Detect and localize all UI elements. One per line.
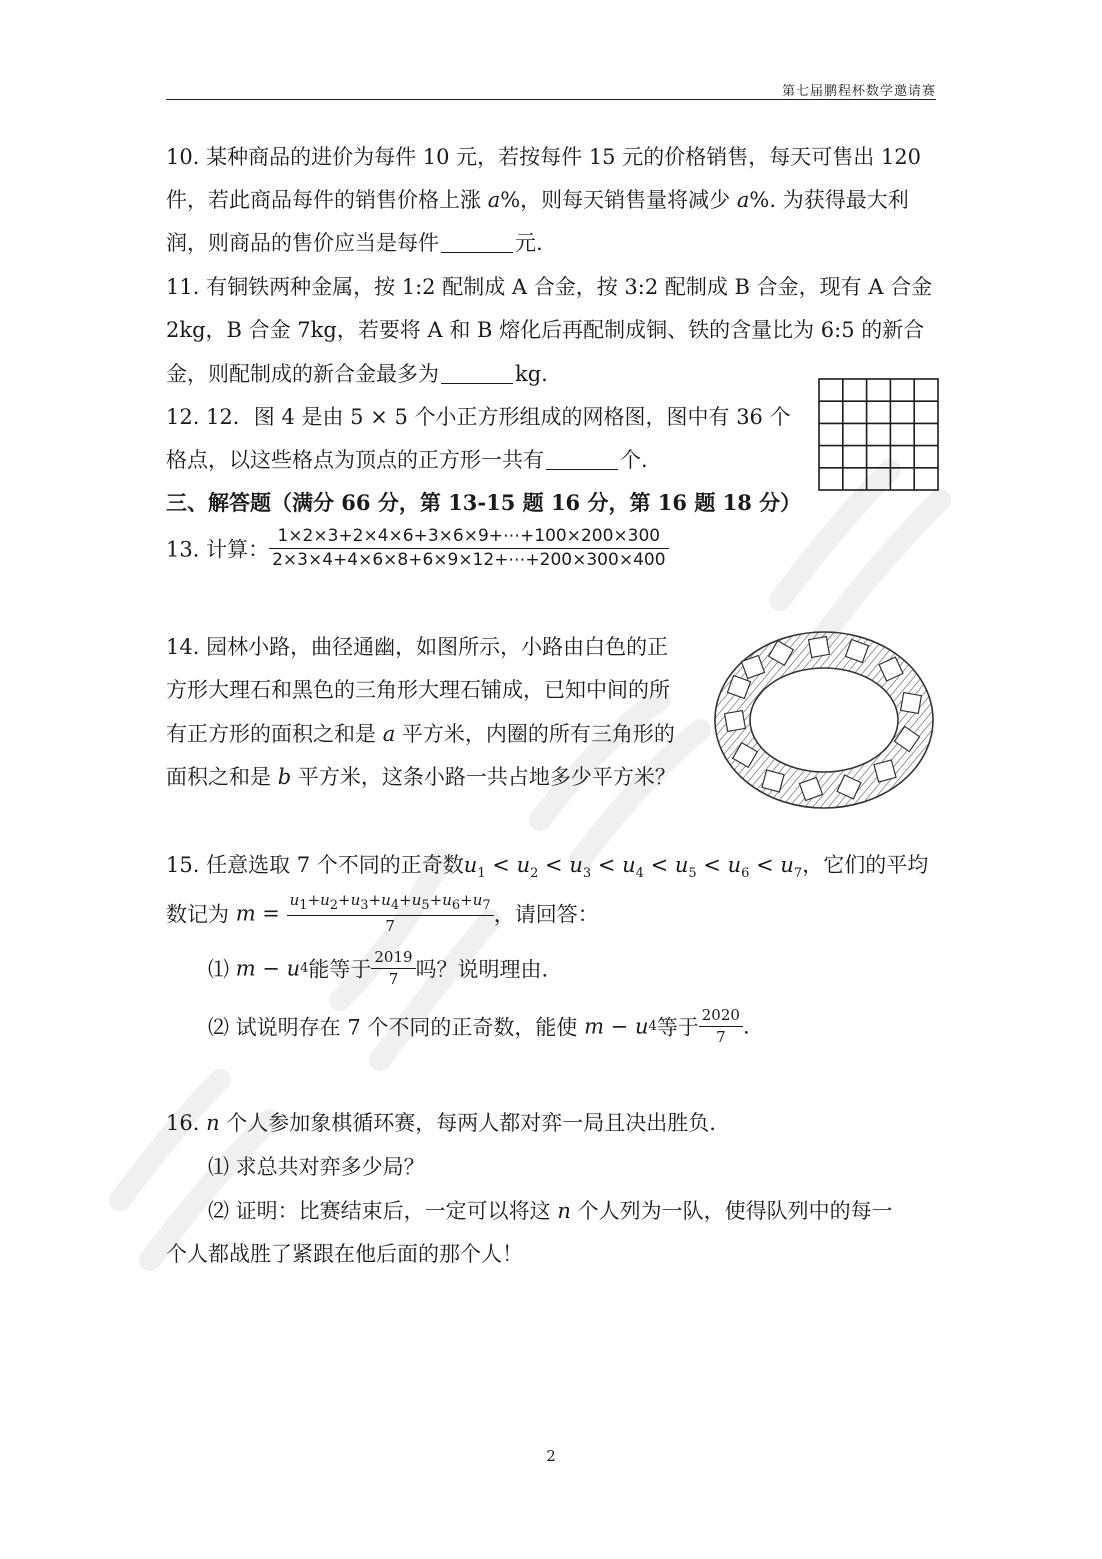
q13-line: 13. 计算： $\frac{1\times 2\times 3+2\times 4\times 6+3\times 6\times 9+\cdots+100\times 200\times 300}{2\times 3\times 4+4\times 6\times 8+6\times 9\times 12+\cdots+200\times 300\times 400}$ <box>166 528 669 569</box>
q14-line-2: 方形大理石和黑色的三角形大理石铺成，已知中间的所 <box>166 678 670 702</box>
q14-line-3: 有正方形的面积之和是 a 平方米，内圈的所有三角形的 <box>166 722 675 746</box>
q13-fraction: $\frac{1\times 2\times 3+2\times 4\times 6+3\times 6\times 9+\cdots+100\times 200\times 300}{2\times 3\times 4+4\times 6\times 8+6\times 9\times 12+\cdots+200\times 300\times 400}$ <box>269 528 668 569</box>
answer-blank <box>546 447 618 470</box>
answer-blank <box>441 230 513 253</box>
mean-fraction: $\frac{u_1+u_2+u_3+u_4+u_5+u_6+u_7}{7}$ <box>287 893 494 934</box>
q11-line-3: 金，则配制成的新合金最多为 kg. <box>166 362 548 386</box>
q10-line-2: 件，若此商品每件的销售价格上涨 a%，则每天销售量将减少 a%. 为获得最大利 <box>166 188 909 212</box>
q11-line-2: 2kg，B 合金 7kg，若要将 A 和 B 熔化后再配制成铜、铁的含量比为 6:5 的新合 <box>166 318 925 342</box>
q14-line-1: 14. 园林小路，曲径通幽，如图所示，小路由白色的正 <box>166 635 669 659</box>
q12-line-2: 格点，以这些格点为顶点的正方形一共有 个. <box>166 448 648 472</box>
q15-line-2: 数记为 m = $\frac{u_1+u_2+u_3+u_4+u_5+u_6+u_7}{7}$ ，请回答： <box>166 891 599 935</box>
page-number: 2 <box>546 1447 556 1465</box>
q12-line-1: 12. 12．图 4 是由 5 × 5 个小正方形组成的网格图，图中有 36 个 <box>166 405 791 429</box>
q15-part-2: ⑵ 试说明存在 7 个不同的正奇数，能使 m − u4等于 $\frac{2020}{7}$ . <box>208 1006 750 1046</box>
q16-part-1: ⑴ 求总共对弈多少局？ <box>208 1155 425 1179</box>
grid-figure <box>818 378 940 492</box>
fraction-2020-7: $\frac{2020}{7}$ <box>699 1008 743 1045</box>
fraction-2019-7: $\frac{2019}{7}$ <box>371 950 415 987</box>
q15-line-1: 15. 任意选取 7 个不同的正奇数$u_1 < u_2 < u_3 < u_4 < u_5 < u_6 < u_7$，它们的平均 <box>166 853 929 882</box>
garden-path-figure <box>712 628 936 812</box>
q10-line-3: 润，则商品的售价应当是每件 元. <box>166 231 543 255</box>
header-rule <box>166 99 936 100</box>
q15-part-1: ⑴ m − u4能等于 $\frac{2019}{7}$ 吗？说明理由. <box>208 948 549 988</box>
q16-line-1: 16. n 个人参加象棋循环赛，每两人都对弈一局且决出胜负. <box>166 1111 716 1135</box>
q10-line-1: 10. 某种商品的进价为每件 10 元，若按每件 15 元的价格销售，每天可售出 120 <box>166 145 921 169</box>
q11-line-1: 11. 有铜铁两种金属，按 1:2 配制成 A 合金，按 3:2 配制成 B 合金，现有 A 合金 <box>166 275 933 299</box>
answer-blank <box>441 361 513 384</box>
q16-part-2-cont: 个人都战胜了紧跟在他后面的那个人！ <box>166 1242 523 1266</box>
q16-part-2: ⑵ 证明：比赛结束后，一定可以将这 n 个人列为一队，使得队列中的每一 <box>208 1199 893 1223</box>
header-title: 第七届鹏程杯数学邀请赛 <box>781 84 936 99</box>
q14-line-4: 面积之和是 b 平方米，这条小路一共占地多少平方米？ <box>166 765 676 789</box>
section-heading: 三、解答题（满分 66 分，第 13-15 题 16 分，第 16 题 18 分） <box>166 490 802 515</box>
